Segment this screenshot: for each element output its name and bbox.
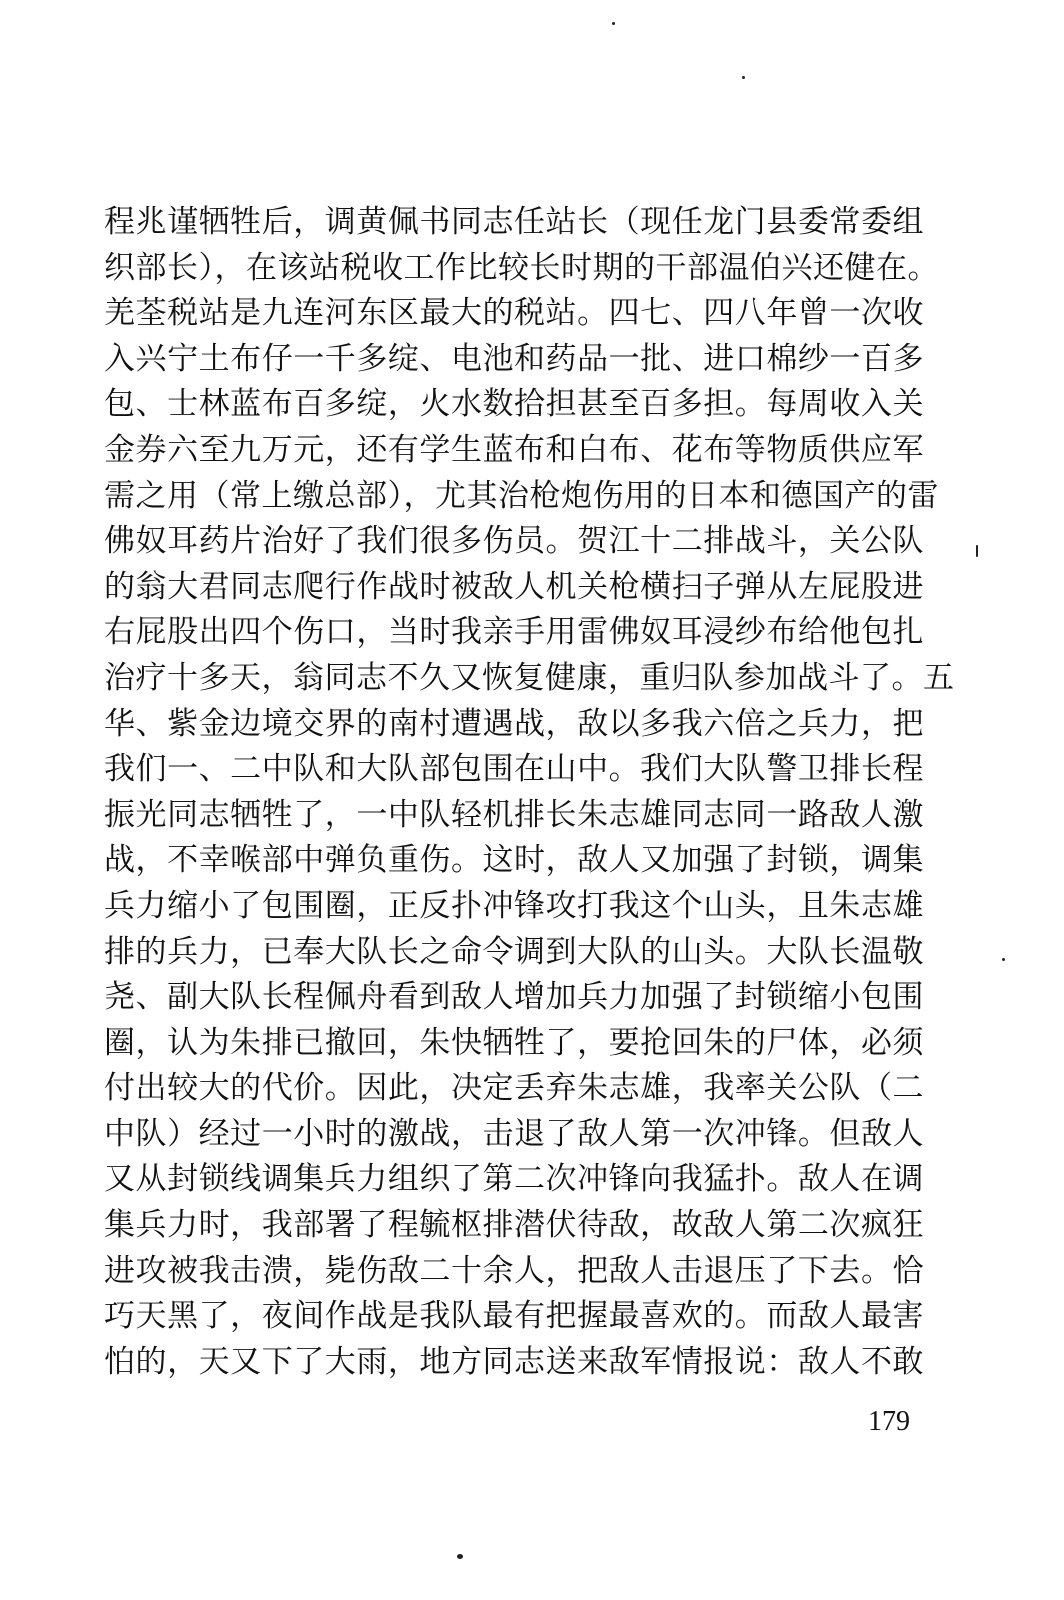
text-line: 战，不幸喉部中弹负重伤。这时，敌人又加强了封锁，调集 <box>104 842 924 879</box>
text-line: 金券六至九万元，还有学生蓝布和白布、花布等物质供应军 <box>104 431 924 468</box>
text-line: 付出较大的代价。因此，决定丢弃朱志雄，我率关公队（二 <box>104 1070 924 1107</box>
text-line: 佛奴耳药片治好了我们很多伤员。贺江十二排战斗，关公队 <box>104 523 924 560</box>
scan-speck <box>742 76 745 79</box>
scan-speck <box>976 545 978 557</box>
text-line: 我们一、二中队和大队部包围在山中。我们大队警卫排长程 <box>104 751 924 788</box>
scan-speck <box>1002 958 1005 961</box>
text-line: 集兵力时，我部署了程毓枢排潜伏待敌，故敌人第二次疯狂 <box>104 1207 924 1244</box>
text-line: 圈，认为朱排已撤回，朱快牺牲了，要抢回朱的尸体，必须 <box>104 1024 924 1061</box>
text-line: 羌荃税站是九连河东区最大的税站。四七、四八年曾一次收 <box>104 295 924 332</box>
text-line: 尧、副大队长程佩舟看到敌人增加兵力加强了封锁缩小包围 <box>104 979 924 1016</box>
text-line: 巧天黑了，夜间作战是我队最有把握最喜欢的。而敌人最害 <box>104 1298 924 1335</box>
scan-speck <box>612 22 615 25</box>
text-line: 排的兵力，已奉大队长之命令调到大队的山头。大队长温敬 <box>104 933 924 970</box>
text-line: 需之用（常上缴总部），尤其治枪炮伤用的日本和德国产的雷 <box>104 477 939 514</box>
text-line: 进攻被我击溃，毙伤敌二十余人，把敌人击退压了下去。恰 <box>104 1252 924 1289</box>
text-line: 的翁大君同志爬行作战时被敌人机关枪横扫子弹从左屁股进 <box>104 568 924 605</box>
text-line: 入兴宁土布仔一千多绽、电池和药品一批、进口棉纱一百多 <box>104 340 924 377</box>
page-number: 179 <box>868 1406 910 1437</box>
text-line: 中队）经过一小时的激战，击退了敌人第一次冲锋。但敌人 <box>104 1115 924 1152</box>
text-line: 右屁股出四个伤口，当时我亲手用雷佛奴耳浸纱布给他包扎 <box>104 614 924 651</box>
text-line: 兵力缩小了包围圈，正反扑冲锋攻打我这个山头，且朱志雄 <box>104 887 924 924</box>
scan-speck <box>457 1554 463 1559</box>
text-line: 治疗十多天，翁同志不久又恢复健康，重归队参加战斗了。五 <box>104 659 955 696</box>
text-line: 程兆谨牺牲后，调黄佩书同志任站长（现任龙门县委常委组 <box>104 204 924 240</box>
text-line: 怕的，天又下了大雨，地方同志送来敌军情报说：敌人不敢 <box>104 1343 924 1380</box>
body-text <box>104 200 955 1385</box>
text-line: 包、士林蓝布百多绽，火水数拾担甚至百多担。每周收入关 <box>104 386 924 423</box>
text-line: 又从封锁线调集兵力组织了第二次冲锋向我猛扑。敌人在调 <box>104 1161 924 1198</box>
text-line: 织部长），在该站税收工作比较长时期的干部温伯兴还健在。 <box>104 249 939 286</box>
text-line: 振光同志牺牲了，一中队轻机排长朱志雄同志同一路敌人激 <box>104 796 924 833</box>
text-line: 华、紫金边境交界的南村遭遇战，敌以多我六倍之兵力，把 <box>104 705 924 742</box>
